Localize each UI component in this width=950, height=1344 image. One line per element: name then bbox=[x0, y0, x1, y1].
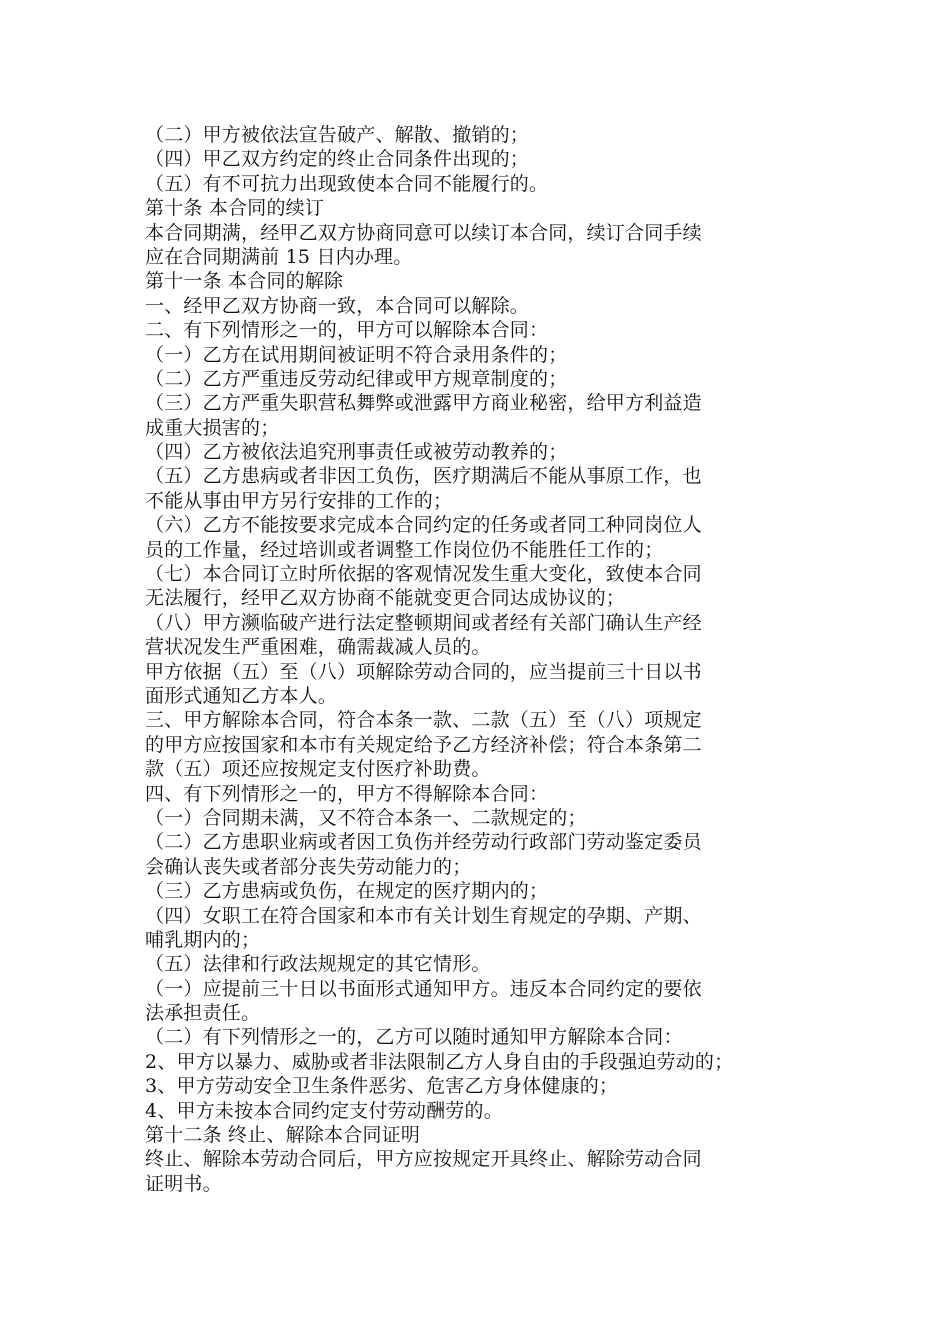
text-line: （四）女职工在符合国家和本市有关计划生育规定的孕期、产期、 bbox=[145, 904, 702, 927]
text-line: （一）合同期未满，又不符合本条一、二款规定的； bbox=[145, 806, 587, 829]
text-line: 第十二条 终止、解除本合同证明 bbox=[145, 1124, 421, 1147]
text-line: （二）有下列情形之一的，乙方可以随时通知甲方解除本合同： bbox=[145, 1026, 683, 1049]
text-line: 不能从事由甲方另行安排的工作的； bbox=[145, 489, 453, 512]
text-line: （一）应提前三十日以书面形式通知甲方。违反本合同约定的要依 bbox=[145, 977, 702, 1000]
text-line: （二）甲方被依法宣告破产、解散、撤销的； bbox=[145, 124, 530, 146]
text-line: （五）法律和行政法规规定的其它情形。 bbox=[145, 953, 491, 976]
document-body bbox=[145, 123, 825, 1196]
text-line: （三）乙方患病或负伤，在规定的医疗期内的； bbox=[145, 880, 549, 903]
text-line: 哺乳期内的； bbox=[145, 928, 261, 951]
text-line: 证明书。 bbox=[145, 1172, 222, 1195]
text-line: 二、有下列情形之一的，甲方可以解除本合同： bbox=[145, 319, 549, 342]
text-line: 的甲方应按国家和本市有关规定给予乙方经济补偿；符合本条第二 bbox=[145, 733, 702, 756]
text-line: 3、甲方劳动安全卫生条件恶劣、危害乙方身体健康的； bbox=[145, 1075, 619, 1098]
text-line: 面形式通知乙方本人。 bbox=[145, 684, 338, 707]
text-line: 三、甲方解除本合同，符合本条一款、二款（五）至（八）项规定 bbox=[145, 709, 702, 732]
text-line: 款（五）项还应按规定支付医疗补助费。 bbox=[145, 758, 491, 781]
text-line: 无法履行，经甲乙双方协商不能就变更合同达成协议的； bbox=[145, 587, 626, 610]
text-line: （七）本合同订立时所依据的客观情况发生重大变化，致使本合同 bbox=[145, 563, 702, 586]
text-line: （三）乙方严重失职营私舞弊或泄露甲方商业秘密，给甲方利益造 bbox=[145, 392, 702, 415]
text-line: （二）乙方患职业病或者因工负伤并经劳动行政部门劳动鉴定委员 bbox=[145, 831, 702, 854]
text-line: 成重大损害的； bbox=[145, 416, 280, 439]
text-line: （五）乙方患病或者非因工负伤，医疗期满后不能从事原工作，也 bbox=[145, 465, 702, 488]
text-line: 2、甲方以暴力、威胁或者非法限制乙方人身自由的手段强迫劳动的； bbox=[145, 1050, 734, 1073]
text-line: （八）甲方濒临破产进行法定整顿期间或者经有关部门确认生产经 bbox=[145, 611, 702, 634]
text-line: 员的工作量，经过培训或者调整工作岗位仍不能胜任工作的； bbox=[145, 538, 664, 561]
text-line: 营状况发生严重困难，确需裁减人员的。 bbox=[145, 636, 491, 659]
text-line: 终止、解除本劳动合同后，甲方应按规定开具终止、解除劳动合同 bbox=[145, 1148, 702, 1171]
text-line: （六）乙方不能按要求完成本合同约定的任务或者同工种同岗位人 bbox=[145, 514, 702, 537]
text-line: （四）乙方被依法追究刑事责任或被劳动教养的； bbox=[145, 441, 568, 464]
text-line: 会确认丧失或者部分丧失劳动能力的； bbox=[145, 855, 472, 878]
text-line: 应在合同期满前 15 日内办理。 bbox=[145, 245, 413, 268]
text-line: （一）乙方在试用期间被证明不符合录用条件的； bbox=[145, 343, 568, 366]
text-line: 第十条 本合同的续订 bbox=[145, 197, 325, 220]
text-line: 法承担责任。 bbox=[145, 1002, 261, 1025]
text-line: （五）有不可抗力出现致使本合同不能履行的。 bbox=[145, 172, 549, 195]
text-line: 4、甲方未按本合同约定支付劳动酬劳的。 bbox=[145, 1099, 503, 1122]
text-line: （四）甲乙双方约定的终止合同条件出现的； bbox=[145, 148, 530, 171]
text-line: 一、经甲乙双方协商一致，本合同可以解除。 bbox=[145, 294, 530, 317]
text-line: 四、有下列情形之一的，甲方不得解除本合同： bbox=[145, 782, 549, 805]
text-line: 本合同期满，经甲乙双方协商同意可以续订本合同，续订合同手续 bbox=[145, 221, 702, 244]
text-line: （二）乙方严重违反劳动纪律或甲方规章制度的； bbox=[145, 367, 568, 390]
text-line: 第十一条 本合同的解除 bbox=[145, 270, 344, 293]
text-line: 甲方依据（五）至（八）项解除劳动合同的，应当提前三十日以书 bbox=[145, 660, 702, 683]
